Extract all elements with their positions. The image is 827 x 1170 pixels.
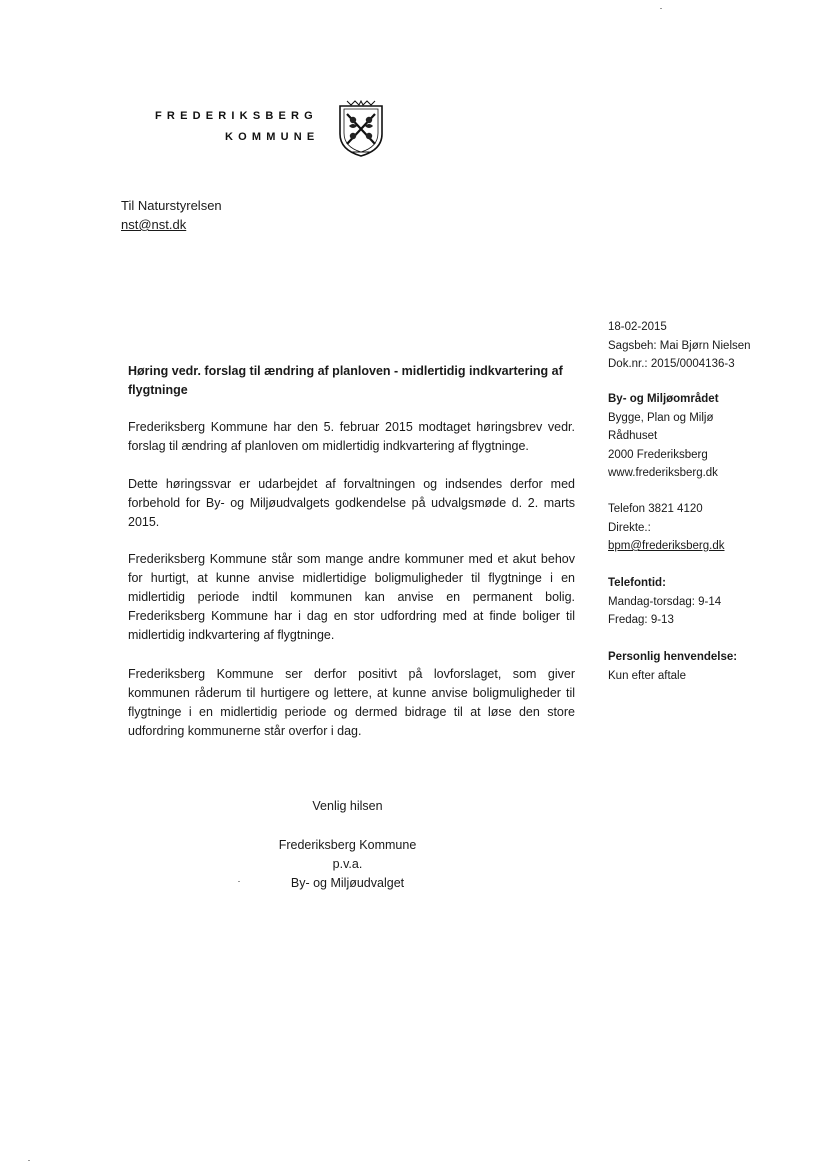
contact-info (608, 500, 725, 556)
recipient-email-link[interactable]: nst@nst.dk (121, 217, 187, 232)
scan-speck (28, 1160, 30, 1161)
visit-info (608, 648, 737, 685)
building-name: Rådhuset (608, 430, 658, 442)
visit-heading: Personlig henvendelse: (608, 651, 738, 663)
pva-label: p.v.a. (332, 857, 363, 871)
case-info (608, 318, 751, 374)
letter-date: 18-02-2015 (608, 321, 667, 333)
paragraph-2: Dette høringssvar er udarbejdet af forvaltningen og indsendes derfor med forbehold for By- og Miljøudvalgets godkendelse på udvalgsmøde d. 2. marts 2015. (128, 477, 575, 529)
postal-address: 2000 Frederiksberg (608, 448, 708, 461)
scan-speck (660, 8, 662, 9)
logo-line-1: FREDERIKSBERG (155, 110, 318, 122)
greeting: Venlig hilsen (312, 799, 383, 813)
coat-of-arms-icon (337, 100, 385, 158)
logo-line-2: KOMMUNE (225, 131, 320, 143)
recipient-name: Til Naturstyrelsen (121, 198, 222, 213)
department-name: By- og Miljøområdet (608, 393, 719, 405)
scan-speck (238, 881, 240, 882)
unit-name: Bygge, Plan og Miljø (608, 411, 714, 424)
recipient-block (121, 196, 222, 234)
hours-weekdays: Mandag-torsdag: 9-14 (608, 595, 722, 608)
signature-block (230, 836, 465, 893)
paragraph-1: Frederiksberg Kommune har den 5. februar 2015 modtaget høringsbrev vedr. forslag til ændring af planloven om midlertidig indkvartering af flygtninge. (128, 420, 575, 453)
department-info (608, 390, 719, 483)
committee-name: By- og Miljøudvalget (290, 876, 405, 890)
sender-name: Frederiksberg Kommune (278, 838, 417, 852)
letter-title: Høring vedr. forslag til ændring af planloven - midlertidig indkvartering af flygtninge (128, 364, 563, 397)
website-link[interactable]: www.frederiksberg.dk (608, 467, 718, 479)
department-email-link[interactable]: bpm@frederiksberg.dk (608, 540, 725, 552)
phone-hours (608, 574, 721, 630)
document-number: Dok.nr.: 2015/0004136-3 (608, 358, 735, 370)
paragraph-4: Frederiksberg Kommune ser derfor positivt på lovforslaget, som giver kommunen råderum til hurtigere og lettere, at kunne anvise boligmuligheder til flygtninge i en midlertidig periode og dermed bidrage til at løse den store udfordring kommunerne står overfor i dag. (128, 667, 575, 738)
case-handler: Sagsbeh: Mai Bjørn Nielsen (608, 339, 751, 352)
direct-label: Direkte.: (608, 521, 651, 534)
visit-text: Kun efter aftale (608, 669, 686, 682)
phone-hours-heading: Telefontid: (608, 577, 666, 589)
hours-friday: Fredag: 9-13 (608, 614, 674, 626)
paragraph-3: Frederiksberg Kommune står som mange andre kommuner med et akut behov for hurtigt, at kunne anvise midlertidige boligmuligheder til flygtninge i en midlertidig periode indtil kommunen kan anvise en permanent bolig. Frederiksberg Kommune har i dag en stor udfordring med at finde boliger til midlertidig indkvartering af flygtninge. (128, 552, 575, 642)
phone-number: Telefon 3821 4120 (608, 503, 703, 515)
